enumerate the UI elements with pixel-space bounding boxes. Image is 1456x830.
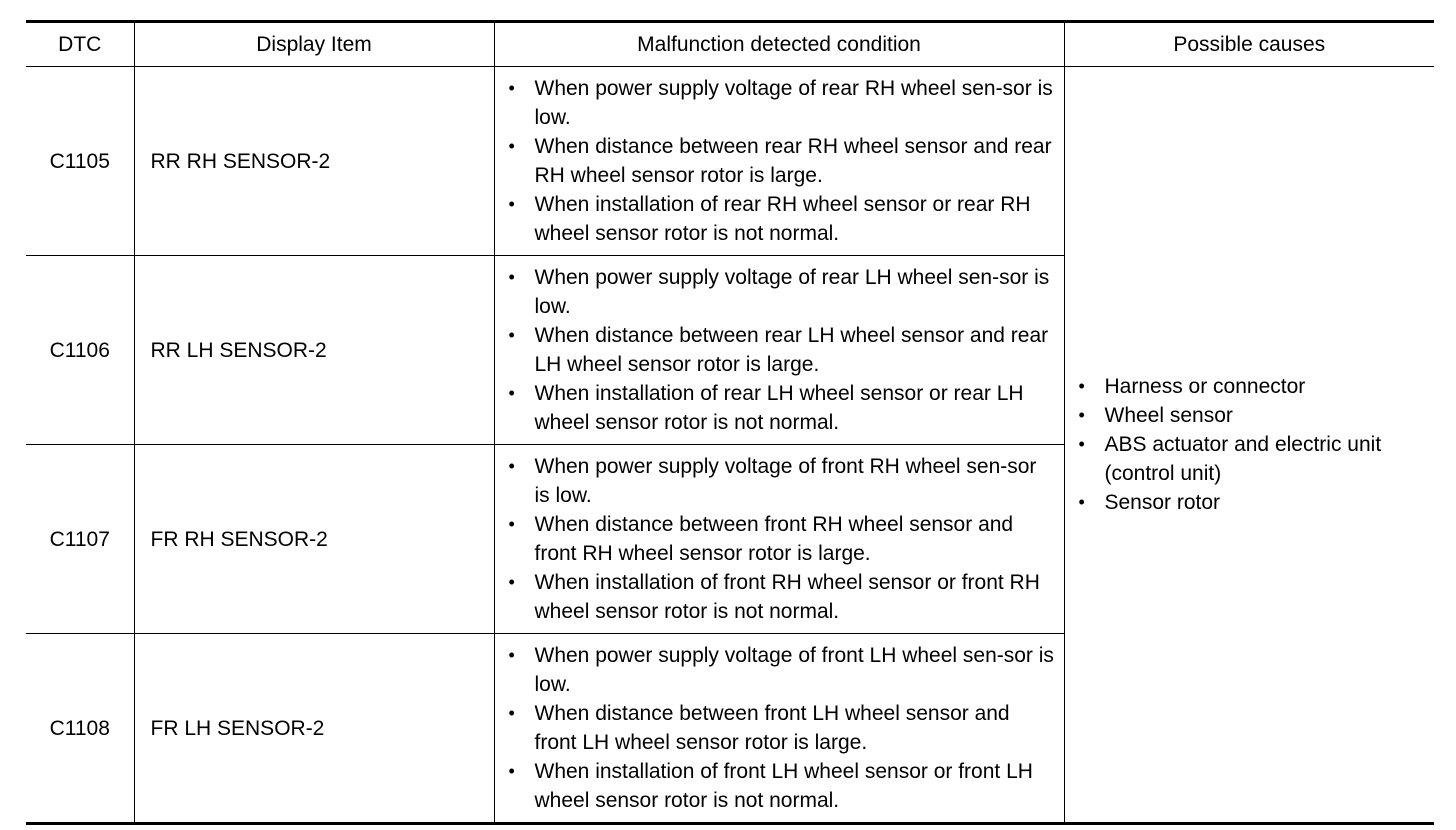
cause-item — [1079, 401, 1425, 430]
cause-text: ABS actuator and electric unit (control unit) — [1104, 433, 1382, 485]
condition-item — [509, 699, 1056, 757]
condition-text: When installation of rear LH wheel sensor or rear LH wheel sensor rotor is not normal. — [534, 382, 1024, 434]
bullet-dot: • — [1078, 434, 1085, 454]
display-item: FR RH SENSOR-2 — [134, 445, 494, 634]
condition-text: When installation of rear RH wheel sensor or rear RH wheel sensor rotor is not normal. — [534, 193, 1031, 245]
bullet-dot: • — [508, 645, 515, 665]
bullet-dot: • — [1078, 405, 1085, 425]
cause-text: Wheel sensor — [1104, 404, 1233, 427]
condition-text: When installation of front LH wheel sensor or front LH wheel sensor rotor is not normal. — [534, 760, 1033, 812]
condition-text: When distance between front LH wheel sensor and front LH wheel sensor rotor is large. — [534, 702, 1010, 754]
condition-item — [509, 452, 1056, 510]
cause-item — [1079, 488, 1425, 517]
bullet-dot: • — [508, 194, 515, 214]
bullet-dot: • — [508, 514, 515, 534]
condition-item — [509, 132, 1056, 190]
bullet-dot: • — [508, 325, 515, 345]
condition-text: When distance between rear LH wheel sensor and rear LH wheel sensor rotor is large. — [534, 324, 1049, 376]
bullet-dot: • — [1078, 376, 1085, 396]
condition-item — [509, 568, 1056, 626]
condition-item — [509, 510, 1056, 568]
condition-text: When distance between rear RH wheel sensor and rear RH wheel sensor rotor is large. — [534, 135, 1052, 187]
header-condition: Malfunction detected condition — [494, 22, 1064, 67]
condition-list — [509, 263, 1056, 437]
condition-item — [509, 263, 1056, 321]
condition-text: When power supply voltage of rear LH wheel sen-sor is low. — [534, 266, 1050, 318]
table-body — [26, 67, 1434, 824]
condition-cell — [494, 67, 1064, 256]
display-item: FR LH SENSOR-2 — [134, 634, 494, 824]
possible-causes-cell — [1064, 67, 1434, 824]
condition-cell — [494, 445, 1064, 634]
header-causes: Possible causes — [1064, 22, 1434, 67]
cause-item — [1079, 430, 1425, 488]
condition-text: When power supply voltage of front RH wheel sen-sor is low. — [534, 455, 1037, 507]
bullet-dot: • — [508, 267, 515, 287]
bullet-dot: • — [508, 572, 515, 592]
condition-list — [509, 452, 1056, 626]
bullet-dot: • — [508, 456, 515, 476]
display-item: RR RH SENSOR-2 — [134, 67, 494, 256]
condition-item — [509, 379, 1056, 437]
bullet-dot: • — [1078, 492, 1085, 512]
dtc-table — [26, 20, 1434, 825]
condition-item — [509, 757, 1056, 815]
condition-cell — [494, 256, 1064, 445]
header-row — [26, 22, 1434, 67]
header-dtc: DTC — [26, 22, 134, 67]
bullet-dot: • — [508, 383, 515, 403]
display-item: RR LH SENSOR-2 — [134, 256, 494, 445]
condition-item — [509, 74, 1056, 132]
condition-text: When power supply voltage of front LH wheel sen-sor is low. — [534, 644, 1054, 696]
bullet-dot: • — [508, 136, 515, 156]
condition-cell — [494, 634, 1064, 824]
causes-list — [1079, 372, 1425, 517]
condition-list — [509, 641, 1056, 815]
condition-text: When installation of front RH wheel sensor or front RH wheel sensor rotor is not normal. — [534, 571, 1040, 623]
cause-text: Harness or connector — [1104, 375, 1306, 398]
table-row — [26, 67, 1434, 256]
condition-list — [509, 74, 1056, 248]
cause-item — [1079, 372, 1425, 401]
dtc-code: C1105 — [26, 67, 134, 256]
dtc-code: C1108 — [26, 634, 134, 824]
bullet-dot: • — [508, 78, 515, 98]
table-header — [26, 22, 1434, 67]
header-display-item: Display Item — [134, 22, 494, 67]
condition-text: When distance between front RH wheel sensor and front RH wheel sensor rotor is large. — [534, 513, 1014, 565]
condition-text: When power supply voltage of rear RH wheel sen-sor is low. — [534, 77, 1053, 129]
condition-item — [509, 641, 1056, 699]
cause-text: Sensor rotor — [1104, 491, 1221, 514]
condition-item — [509, 321, 1056, 379]
bullet-dot: • — [508, 703, 515, 723]
dtc-code: C1106 — [26, 256, 134, 445]
dtc-code: C1107 — [26, 445, 134, 634]
condition-item — [509, 190, 1056, 248]
bullet-dot: • — [508, 761, 515, 781]
